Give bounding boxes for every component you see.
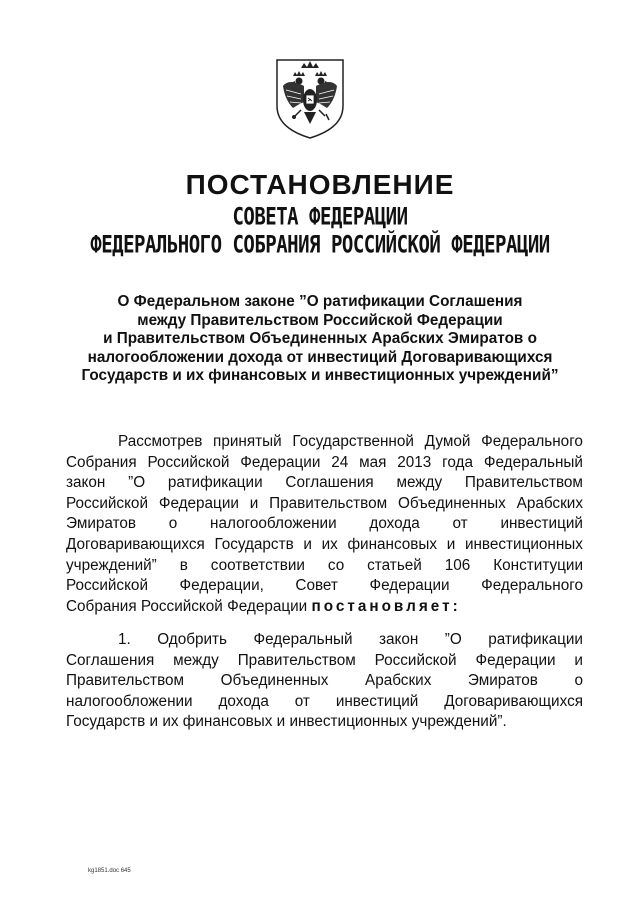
word: Федерального xyxy=(481,577,583,595)
document-subtitle-line2: ФЕДЕРАЛЬНОГО СОБРАНИЯ РОССИЙСКОЙ ФЕДЕРАЦИИ xyxy=(90,231,550,259)
word: Российской xyxy=(147,453,230,471)
paragraph-line xyxy=(66,651,583,672)
word: Эмиратов xyxy=(467,672,538,690)
subject-line: и Правительством Объединенных Арабских Эмиратов о xyxy=(103,330,537,347)
word: от xyxy=(294,692,310,710)
word: налогообложении xyxy=(66,692,193,710)
word: 24 xyxy=(331,453,349,471)
word: 2013 xyxy=(397,453,432,471)
word: Договаривающихся xyxy=(66,535,205,553)
word: о xyxy=(168,515,178,533)
word: 106 xyxy=(444,556,471,574)
word: ратификации xyxy=(488,631,583,648)
word: Одобрить xyxy=(157,631,227,648)
subject-line: Государств и их финансовых и инвестиционных учреждений” xyxy=(81,367,559,384)
word: между xyxy=(396,474,443,492)
document-code: kg1851.doc 645 xyxy=(88,868,131,874)
word: Российской xyxy=(66,494,148,512)
subject-line: О Федеральном законе ”О ратификации Соглашения xyxy=(117,293,523,310)
subject-line: налогообложении дохода от инвестиций Договаривающихся xyxy=(87,348,553,366)
word: дохода xyxy=(218,692,269,710)
resolves-keyword: постановляет: xyxy=(311,597,461,615)
word: и xyxy=(249,494,259,512)
word: инвестиционных xyxy=(464,535,583,553)
word: Федеральный xyxy=(483,453,583,471)
subject-line: между Правительством Российской Федерации xyxy=(137,311,503,329)
word: Правительством xyxy=(464,474,583,492)
word: Объединенных xyxy=(220,672,329,690)
document-title: ПОСТАНОВЛЕНИЕ xyxy=(185,169,455,200)
word: Конституции xyxy=(493,556,583,574)
word: Объединенных xyxy=(397,494,506,512)
paragraph-line xyxy=(66,576,583,597)
word: Федерации xyxy=(475,651,556,669)
word: Договаривающихся xyxy=(444,692,583,710)
paragraph-line-text: Собрания Российской Федерации xyxy=(66,597,312,615)
paragraph-line xyxy=(66,514,583,535)
word: 1. xyxy=(118,631,131,648)
paragraph-line xyxy=(66,692,583,713)
word: ратификации xyxy=(167,474,263,492)
word: Арабских xyxy=(516,494,583,512)
paragraph-line xyxy=(66,630,583,651)
paragraph-line: Государств и их финансовых и инвестиционных учреждений”. xyxy=(66,713,507,731)
word: Федерального xyxy=(481,433,583,450)
word: учреждений” xyxy=(66,556,157,574)
word: принятый xyxy=(213,433,282,450)
word: Российской xyxy=(66,577,148,595)
paragraph-line xyxy=(66,473,583,494)
word: Федерации, xyxy=(179,577,264,595)
paragraph-line xyxy=(66,535,583,556)
word: налогообложении xyxy=(210,515,337,533)
word: Эмиратов xyxy=(66,515,137,533)
word: о xyxy=(574,672,583,690)
word: инвестиций xyxy=(500,515,583,533)
word: мая xyxy=(359,453,387,471)
word: соответствии xyxy=(210,556,305,574)
double-headed-eagle-icon xyxy=(271,56,349,140)
word: в xyxy=(179,556,188,574)
coat-of-arms-emblem xyxy=(271,56,349,140)
word: Думой xyxy=(424,433,471,450)
word: дохода xyxy=(369,515,420,533)
word: Федерации xyxy=(369,577,450,595)
paragraph-line xyxy=(66,432,583,453)
word: Государств xyxy=(214,535,294,553)
word: Рассмотрев xyxy=(118,433,203,450)
word: Федерации xyxy=(240,453,321,471)
word: их xyxy=(321,535,338,553)
word: финансовых xyxy=(347,535,438,553)
document-subtitle-line1: СОВЕТА ФЕДЕРАЦИИ xyxy=(232,203,408,231)
word: и xyxy=(446,535,456,553)
word: Собрания xyxy=(66,453,137,471)
word: ”О xyxy=(444,631,462,648)
paragraph-line xyxy=(66,494,583,515)
word: от xyxy=(452,515,468,533)
word: между xyxy=(173,651,219,669)
word: инвестиций xyxy=(335,692,419,710)
document-subject xyxy=(70,293,570,386)
word: со xyxy=(327,556,345,574)
word: закон xyxy=(66,474,106,492)
word: закон xyxy=(379,631,419,648)
word: Правительством xyxy=(269,494,388,512)
word: Арабских xyxy=(365,672,432,690)
word: ”О xyxy=(128,474,146,492)
paragraph-line xyxy=(66,453,583,474)
word: Российской xyxy=(374,651,457,669)
word: и xyxy=(303,535,312,553)
word: Совет xyxy=(295,577,338,595)
word: года xyxy=(442,453,473,471)
word: Федерации xyxy=(158,494,239,512)
word: Правительством xyxy=(237,651,356,669)
paragraph-line xyxy=(66,556,583,577)
word: Государственной xyxy=(292,433,414,450)
word: Соглашения xyxy=(66,651,155,669)
word: Соглашения xyxy=(285,474,374,492)
preamble-paragraph xyxy=(66,432,583,617)
resolution-item-1 xyxy=(66,630,583,733)
word: и xyxy=(574,651,583,669)
word: статьей xyxy=(367,556,422,574)
paragraph-line xyxy=(66,597,583,618)
word: Правительством xyxy=(66,672,185,690)
paragraph-line xyxy=(66,671,583,692)
word: Федеральный xyxy=(253,631,353,648)
